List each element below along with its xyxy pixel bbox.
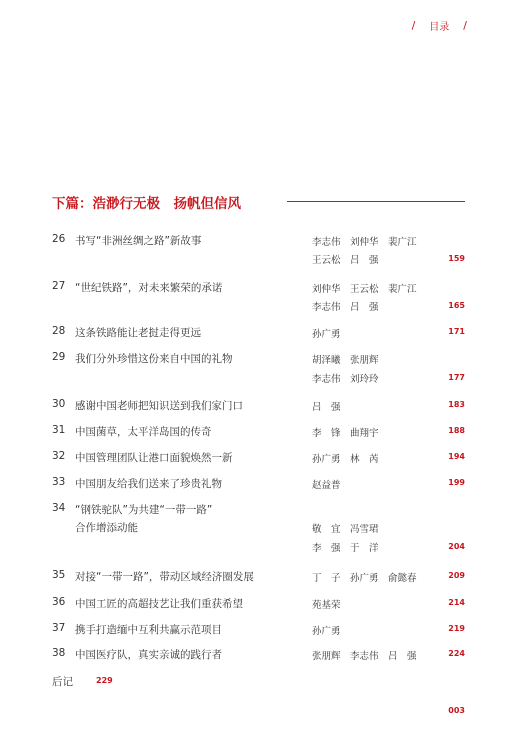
entry-page: 183 [448,400,465,409]
entry-page: 214 [448,598,465,607]
entry-number: 26 [52,233,66,245]
entry-title: 这条铁路能让老挝走得更远 [75,327,201,339]
entry-title: 中国菌草，太平洋岛国的传奇 [75,426,212,438]
entry-number: 34 [52,502,66,514]
entry-number: 37 [52,622,66,634]
toc-header-mark [412,18,467,33]
entry-title-line2: 合作增添动能 [75,522,138,534]
entry-page: 204 [448,542,465,551]
slash-icon: / [463,19,467,32]
entry-title: 我们分外珍惜这份来自中国的礼物 [75,353,233,365]
entry-page: 224 [448,649,465,658]
slash-icon: / [411,19,416,32]
entry-page: 177 [448,373,465,382]
entry-authors: 李志伟 刘玲玲 [312,374,379,385]
entry-title: 携手打造缅中互利共赢示范项目 [75,624,222,636]
entry-number: 36 [52,596,66,608]
entry-title: “钢铁驼队”为共建“一带一路” [75,504,213,516]
entry-authors: 李 锋 曲翔宇 [312,428,379,439]
entry-authors: 孙广勇 林 芮 [312,454,379,465]
entry-page: 171 [448,327,465,336]
entry-authors: 孙广勇 [312,329,341,340]
entry-authors: 李 强 于 洋 [312,543,379,554]
entry-number: 27 [52,280,66,292]
entry-number: 35 [52,569,66,581]
afterword-page: 229 [96,676,113,685]
entry-title: 中国朋友给我们送来了珍贵礼物 [75,478,222,490]
afterword-label[interactable]: 后记 [52,676,73,688]
entry-title: 中国管理团队让港口面貌焕然一新 [75,452,233,464]
section-rule [287,201,465,202]
entry-title: 感谢中国老师把知识送到我们家门口 [75,400,243,412]
entry-authors: 赵益普 [312,480,341,491]
entry-page: 219 [448,624,465,633]
toc-header-label: 目录 [429,22,450,33]
entry-title: 对接“一带一路”，带动区域经济圈发展 [75,571,254,583]
entry-authors: 丁 子 孙广勇 俞懿春 [312,573,417,584]
entry-authors: 张朋辉 李志伟 吕 强 [312,651,417,662]
entry-authors: 吕 强 [312,402,341,413]
entry-authors: 李志伟 吕 强 [312,302,379,313]
entry-number: 33 [52,476,66,488]
entry-page: 165 [448,301,465,310]
entry-number: 38 [52,647,66,659]
entry-authors: 王云松 吕 强 [312,255,379,266]
entry-page: 159 [448,254,465,263]
entry-authors: 李志伟 刘仲华 裴广江 [312,237,417,248]
entry-number: 28 [52,325,66,337]
entry-number: 30 [52,398,66,410]
entry-title: 中国工匠的高超技艺让我们重获希望 [75,598,243,610]
entry-authors: 刘仲华 王云松 裴广江 [312,284,417,295]
entry-title: 中国医疗队，真实亲诚的践行者 [75,649,222,661]
entry-number: 32 [52,450,66,462]
entry-page: 199 [448,478,465,487]
entry-page: 188 [448,426,465,435]
entry-authors: 孙广勇 [312,626,341,637]
entry-authors: 胡泽曦 张朋辉 [312,355,379,366]
entry-title: 书写“非洲丝绸之路”新故事 [75,235,202,247]
entry-authors: 苑基荣 [312,600,341,611]
entry-title: “世纪铁路”，对未来繁荣的承诺 [75,282,223,294]
section-title: 下篇：浩渺行无极 扬帆但信风 [52,196,241,212]
entry-page: 194 [448,452,465,461]
entry-number: 29 [52,351,66,363]
entry-authors: 敬 宜 冯雪珺 [312,524,379,535]
entry-number: 31 [52,424,66,436]
page-folio: 003 [448,706,465,715]
entry-page: 209 [448,571,465,580]
